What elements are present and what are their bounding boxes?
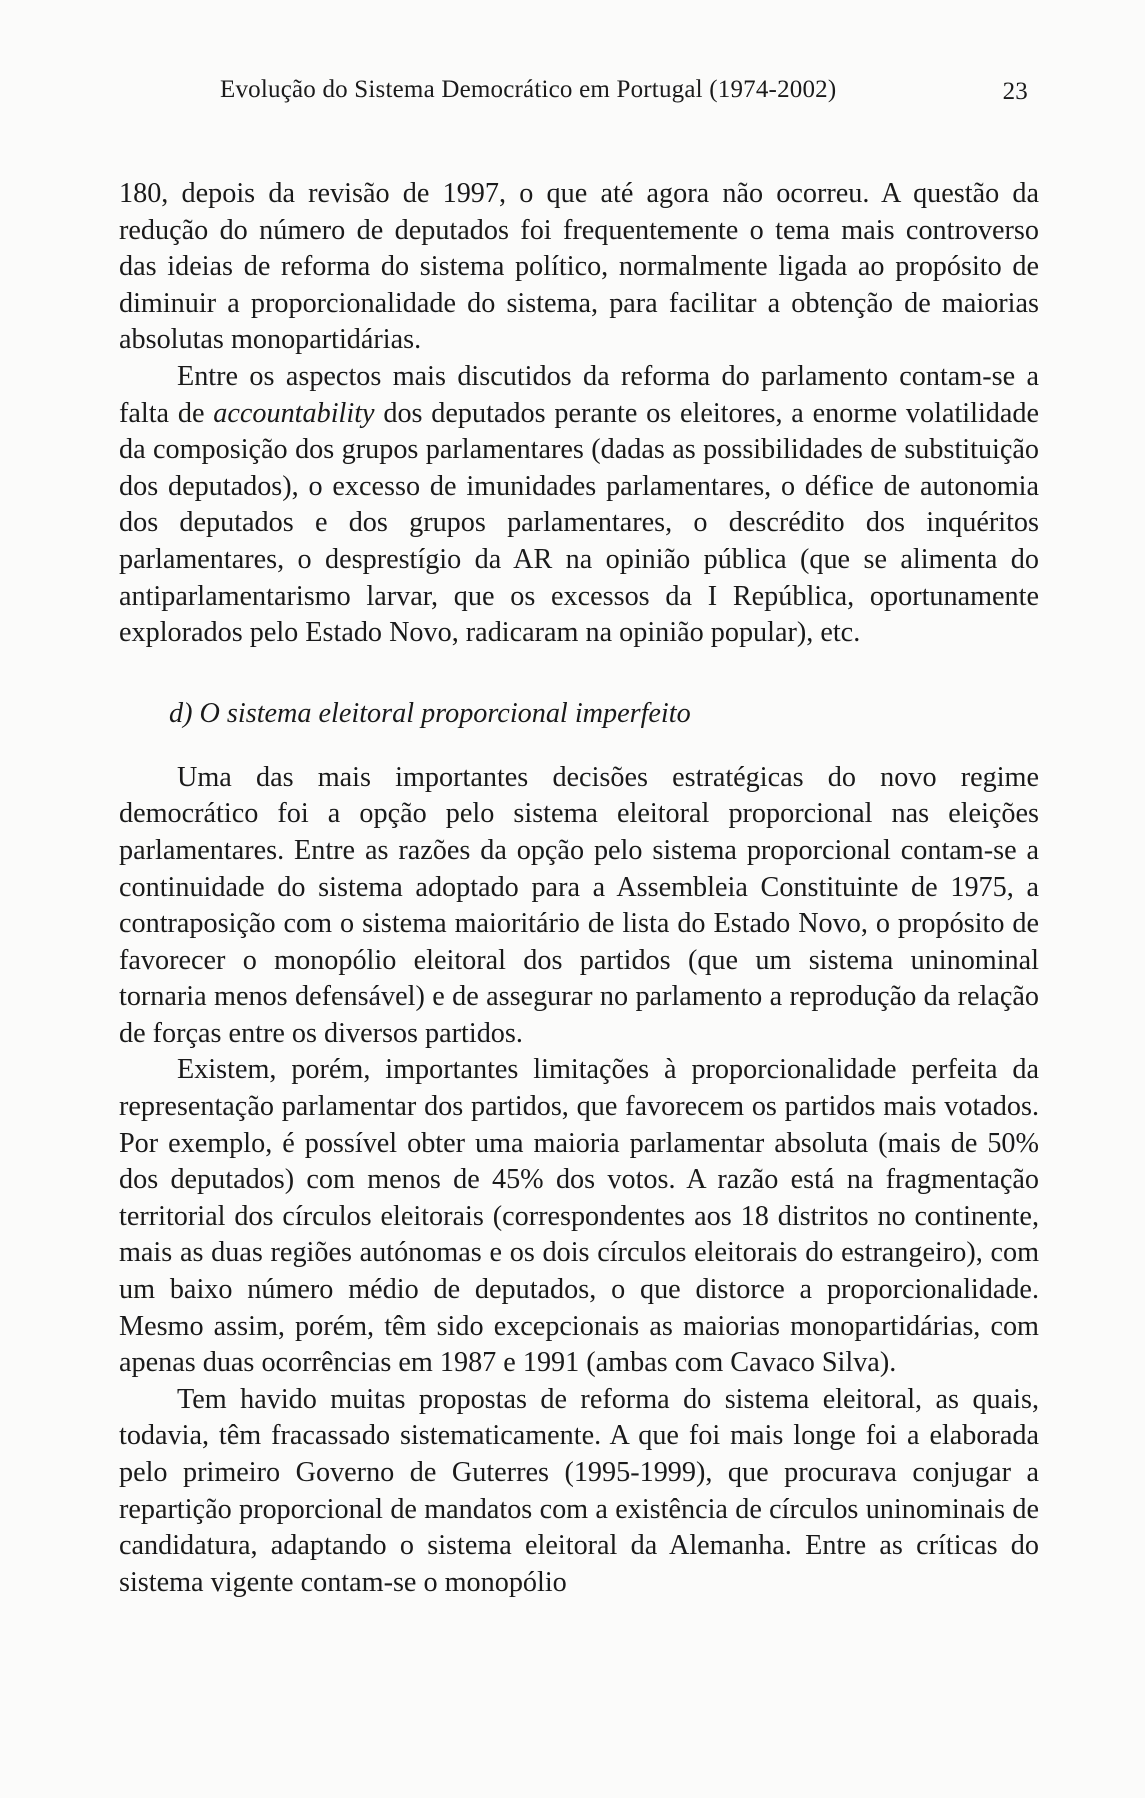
- paragraph-text-before: Entre os aspectos mais discutidos da reforma do parlamento contam-se a falta de: [119, 360, 1039, 429]
- paragraph-continuation: 180, depois da revisão de 1997, o que até agora não ocorreu. A questão da redução do número de deputados foi frequentemente o tema mais controverso das ideias de reforma do sistema político, normalmente ligada ao propósito de diminuir a proporcionalidade do sistema, para facilitar a obtenção de maiorias absolutas monopartidárias.: [119, 178, 1039, 356]
- body-text: [119, 176, 1039, 1601]
- emphasis-term: accountability: [213, 397, 375, 429]
- page-number: 23: [1002, 78, 1028, 105]
- paragraph-text-after: dos deputados perante os eleitores, a enorme volatilidade da composição dos grupos parlamentares (dadas as possibilidades de substituição dos deputados), o excesso de imunidades parlamentares, o défice de autonomia dos deputados e dos grupos parlamentares, o descrédito dos inquéritos parlamentares, o desprestígio da AR na opinião pública (que se alimenta do antiparlamentarismo larvar, que os excessos da I República, oportunamente explorados pelo Estado Novo, radicaram na opinião popular), etc.: [119, 397, 1039, 649]
- paragraph-proportionality-limits: Existem, porém, importantes limitações à proporcionalidade perfeita da representação parlamentar dos partidos, que favorecem os partidos mais votados. Por exemplo, é possível obter uma maioria parlamentar absoluta (mais de 50% dos deputados) com menos de 45% dos votos. A razão está na fragmentação territorial dos círculos eleitorais (correspondentes aos 18 distritos no continente, mais as duas regiões autónomas e os dois círculos eleitorais do estrangeiro), com um baixo número médio de deputados, o que distorce a proporcionalidade. Mesmo assim, porém, têm sido excepcionais as maiorias monopartidárias, com apenas duas ocorrências em 1987 e 1991 (ambas com Cavaco Silva).: [119, 1054, 1039, 1379]
- paragraph-parliament-reform: [119, 359, 1039, 652]
- running-title: Evolução do Sistema Democrático em Portugal (1974-2002): [220, 76, 837, 103]
- paragraph-reform-proposals: Tem havido muitas propostas de reforma do sistema eleitoral, as quais, todavia, têm fracassado sistematicamente. A que foi mais longe foi a elaborada pelo primeiro Governo de Guterres (1995-1999), que procurava conjugar a repartição proporcional de mandatos com a existência de círculos uninominais de candidatura, adaptando o sistema eleitoral da Alemanha. Entre as críticas do sistema vigente contam-se o monopólio: [119, 1383, 1039, 1598]
- paragraph-electoral-system: Uma das mais importantes decisões estratégicas do novo regime democrático foi a opção pelo sistema eleitoral proporcional nas eleições parlamentares. Entre as razões da opção pelo sistema proporcional contam-se a continuidade do sistema adoptado para a Assembleia Constituinte de 1975, a contraposição com o sistema maioritário de lista do Estado Novo, o propósito de favorecer o monopólio eleitoral dos partidos (que um sistema uninominal tornaria menos defensável) e de assegurar no parlamento a reprodução da relação de forças entre os diversos partidos.: [119, 761, 1039, 1049]
- section-heading: d) O sistema eleitoral proporcional imperfeito: [169, 697, 691, 729]
